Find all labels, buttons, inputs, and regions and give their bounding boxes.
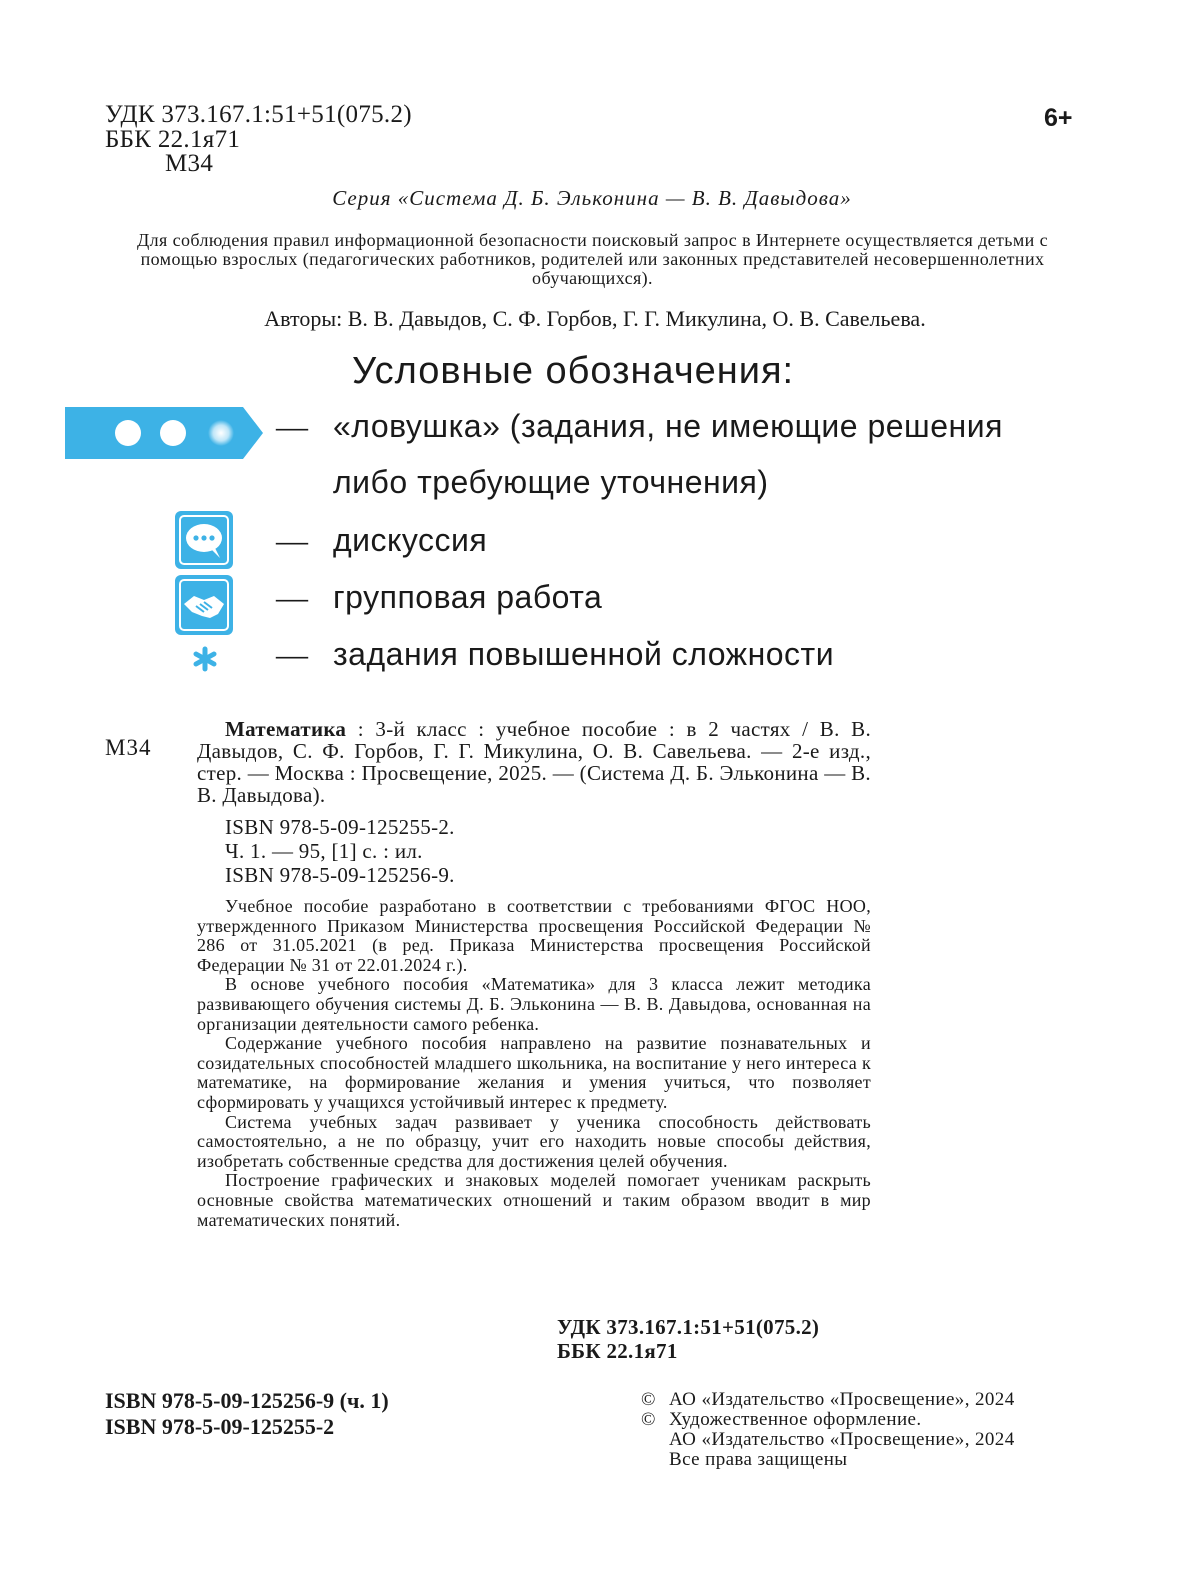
legend-trap-line1: «ловушка» (задания, не имеющие решения bbox=[333, 408, 1003, 444]
isbn-set: ISBN 978-5-09-125255-2. bbox=[225, 815, 455, 839]
copyright-design: Художественное оформление. bbox=[669, 1409, 922, 1430]
book-title: Математика bbox=[225, 717, 347, 741]
all-rights-reserved: Все права защищены bbox=[669, 1449, 848, 1470]
copyright-icon: © bbox=[641, 1389, 656, 1410]
footer-isbn-set: ISBN 978-5-09-125255-2 bbox=[105, 1414, 335, 1439]
trap-arrow-icon bbox=[65, 405, 265, 466]
legend-discussion: дискуссия bbox=[333, 522, 488, 558]
age-rating: 6+ bbox=[1044, 104, 1073, 132]
record-details: : 3-й класс : учебное пособие : в 2 частях / В. В. Давыдов, С. Ф. Горбов, Г. Г. Микулина, О. В. Савельева. — 2-е изд., стер. — Москва : Просвещение, 2025. — (Система Д. Б. Эльконина — В. В. Давыдова). bbox=[197, 717, 871, 807]
bbk-code: ББК 22.1я71 bbox=[105, 126, 241, 153]
group-work-handshake-icon bbox=[174, 574, 234, 641]
legend-dash: — bbox=[276, 579, 308, 615]
annotation-paragraph: Учебное пособие разработано в соответствии с требованиями ФГОС НОО, утвержденного Приказом Министерства просвещения Российской Федерации № 286 от 31.05.2021 (в ред. Приказа Министерства просвещения Российской Федерации № 31 от 22.01.2024 г.). bbox=[197, 896, 871, 975]
legend-advanced-tasks: задания повышенной сложности bbox=[333, 636, 835, 672]
legend-dash: — bbox=[276, 408, 308, 444]
cip-author-mark: М34 bbox=[105, 735, 152, 760]
asterisk-icon bbox=[192, 646, 218, 677]
cip-bbk: ББК 22.1я71 bbox=[557, 1339, 678, 1363]
author-mark: М34 bbox=[165, 150, 214, 177]
copyright-block bbox=[641, 1390, 1015, 1470]
isbn-part: ISBN 978-5-09-125256-9. bbox=[225, 863, 455, 887]
annotation-paragraph: Система учебных задач развивает у ученика способность действовать самостоятельно, а не по образцу, учит его находить новые способы действия, изобретать собственные средства для достижения целей обучения. bbox=[197, 1111, 871, 1171]
legend-group-work: групповая работа bbox=[333, 579, 603, 615]
legend-dash: — bbox=[276, 522, 308, 558]
udc-code: УДК 373.167.1:51+51(075.2) bbox=[105, 101, 412, 128]
cip-udc: УДК 373.167.1:51+51(075.2) bbox=[557, 1315, 820, 1339]
copyright-design-publisher: АО «Издательство «Просвещение», 2024 bbox=[669, 1429, 1015, 1450]
safety-notice: Для соблюдения правил информационной безопасности поисковый запрос в Интернете осуществляется детьми с помощью взрослых (педагогических работников, родителей или законных представителей несовершеннолетних обучающихся). bbox=[136, 230, 1049, 288]
discussion-icon bbox=[174, 510, 234, 575]
copyright-publisher: АО «Издательство «Просвещение», 2024 bbox=[669, 1389, 1015, 1410]
footer-isbn-part: ISBN 978-5-09-125256-9 (ч. 1) bbox=[105, 1388, 389, 1413]
annotation-paragraph: В основе учебного пособия «Математика» для 3 класса лежит методика развивающего обучения системы Д. Б. Эльконина — В. В. Давыдова, основанная на организации деятельности самого ребенка. bbox=[197, 974, 871, 1034]
bibliographic-record bbox=[197, 718, 871, 806]
series-title: Серия «Система Д. Б. Эльконина — В. В. Давыдова» bbox=[332, 186, 852, 210]
authors-line: Авторы: В. В. Давыдов, С. Ф. Горбов, Г. Г. Микулина, О. В. Савельева. bbox=[264, 306, 926, 331]
annotation bbox=[197, 897, 871, 1230]
legend-trap-line2: либо требующие уточнения) bbox=[333, 464, 769, 500]
legend-dash: — bbox=[276, 636, 308, 672]
annotation-paragraph: Содержание учебного пособия направлено на развитие познавательных и созидательных способностей младшего школьника, на воспитание у него интереса к математике, на формирование желания и умения учиться, что позволяет сформировать у учащихся устойчивый интерес к предмету. bbox=[197, 1033, 871, 1112]
copyright-icon: © bbox=[641, 1409, 656, 1430]
legend-title: Условные обозначения: bbox=[352, 350, 795, 392]
part-info: Ч. 1. — 95, [1] с. : ил. bbox=[225, 839, 423, 863]
annotation-paragraph: Построение графических и знаковых моделей помогает ученикам раскрыть основные свойства математических отношений и таким образом вводит в мир математических понятий. bbox=[197, 1170, 871, 1230]
